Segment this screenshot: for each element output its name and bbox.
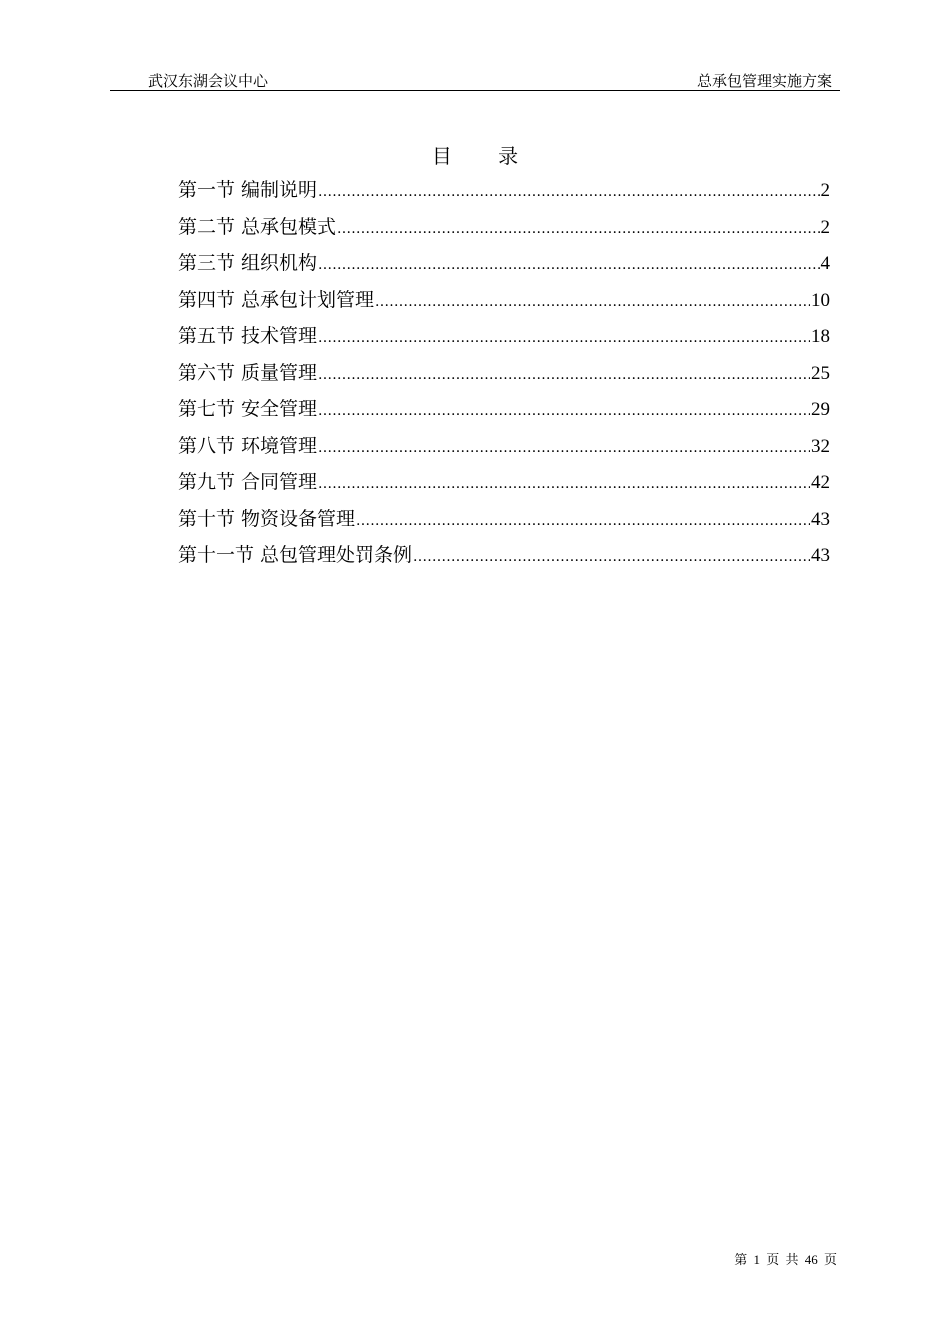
toc-entry[interactable] [178, 209, 830, 246]
header-project-name: 武汉东湖会议中心 [148, 72, 269, 90]
toc-entry-label: 第七节 安全管理 [178, 398, 318, 420]
page-footer: 第 1 页 共 46 页 [734, 1252, 837, 1267]
header-document-title: 总承包管理实施方案 [696, 72, 832, 90]
toc-entry-page: 29 [811, 399, 830, 420]
toc-entry-page: 42 [811, 472, 830, 493]
toc-leader-dots [318, 428, 810, 467]
toc-leader-dots [318, 391, 810, 430]
toc-entry-label: 第一节 编制说明 [178, 179, 318, 201]
toc-leader-dots [356, 501, 810, 540]
toc-entry[interactable] [178, 282, 830, 319]
toc-entry-label: 第六节 质量管理 [178, 361, 318, 384]
toc-entry-label: 第三节 组织机构 [178, 252, 318, 274]
toc-entry-page: 43 [811, 545, 830, 566]
toc-entry[interactable] [178, 501, 830, 538]
toc-leader-dots [413, 537, 810, 576]
toc-entry-label: 第八节 环境管理 [178, 434, 318, 457]
toc-leader-dots [375, 282, 810, 321]
toc-entry[interactable] [178, 428, 830, 465]
toc-entry-label: 第十节 物资设备管理 [178, 507, 356, 530]
table-of-contents [178, 172, 830, 574]
toc-entry[interactable] [178, 245, 830, 282]
toc-title: 目 录 [431, 144, 539, 168]
toc-entry-page: 18 [811, 326, 830, 347]
toc-entry[interactable] [178, 464, 830, 501]
toc-entry-label: 第十一节 总包管理处罚条例 [178, 544, 413, 566]
toc-entry-label: 第二节 总承包模式 [178, 215, 337, 238]
toc-leader-dots [318, 355, 810, 394]
toc-entry-page: 2 [820, 216, 830, 238]
toc-entry-page: 25 [811, 362, 830, 384]
toc-entry-label: 第九节 合同管理 [178, 471, 318, 493]
toc-entry[interactable] [178, 355, 830, 392]
toc-entry-label: 第四节 总承包计划管理 [178, 288, 375, 311]
toc-entry-page: 43 [811, 508, 830, 530]
toc-entry[interactable] [178, 172, 830, 209]
toc-entry[interactable] [178, 537, 830, 574]
toc-leader-dots [337, 209, 819, 248]
toc-entry-page: 2 [820, 180, 830, 201]
toc-entry-page: 4 [820, 253, 830, 274]
page-header [110, 62, 840, 91]
toc-leader-dots [318, 464, 810, 503]
toc-entry-label: 第五节 技术管理 [178, 325, 318, 347]
toc-leader-dots [318, 172, 819, 211]
toc-leader-dots [318, 245, 819, 284]
toc-entry[interactable] [178, 391, 830, 428]
toc-entry-page: 32 [811, 435, 830, 457]
toc-entry-page: 10 [811, 289, 830, 311]
toc-entry[interactable] [178, 318, 830, 355]
toc-leader-dots [318, 318, 810, 357]
